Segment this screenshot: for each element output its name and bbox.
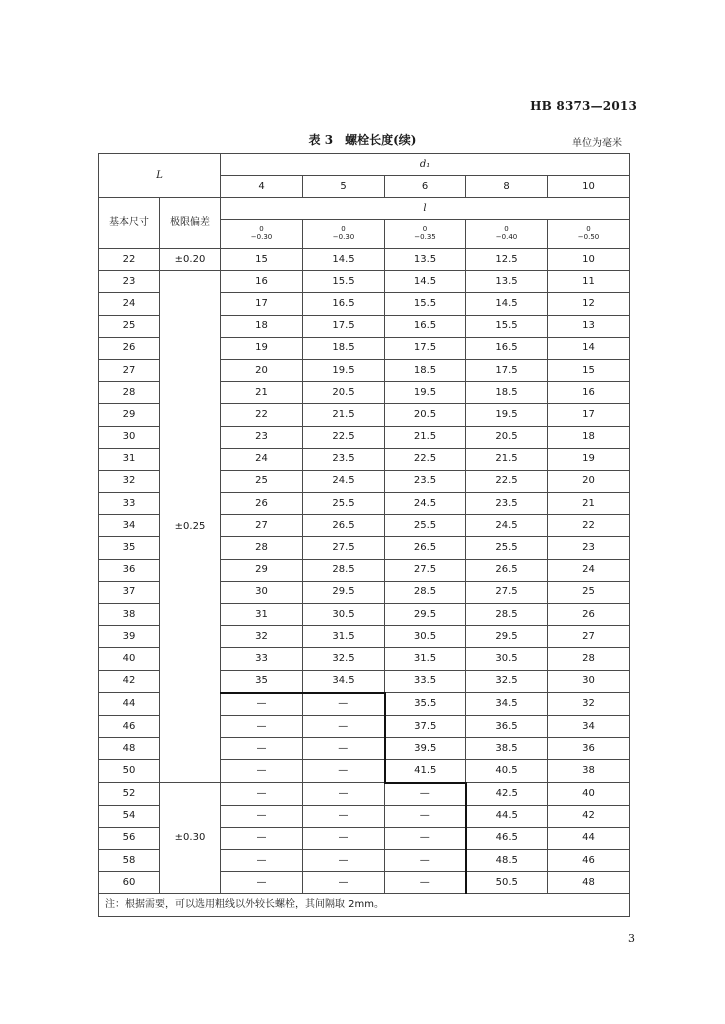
basic-size-cell: 29 (99, 404, 160, 426)
length-value-cell: — (385, 850, 466, 872)
length-value-cell: 13.5 (466, 271, 548, 293)
basic-size-cell: 60 (99, 872, 160, 894)
length-value-cell: 26 (548, 604, 630, 626)
length-value-cell: 27.5 (466, 581, 548, 603)
length-value-cell: 42 (548, 805, 630, 827)
basic-size-cell: 23 (99, 271, 160, 293)
table-row (99, 783, 630, 806)
length-value-cell: — (221, 715, 303, 737)
length-value-cell: — (303, 827, 385, 849)
length-value-cell: 46.5 (466, 827, 548, 849)
length-value-cell: 31.5 (303, 626, 385, 648)
length-value-cell: 25 (221, 470, 303, 492)
length-value-cell: 41.5 (385, 760, 466, 783)
length-value-cell: 23.5 (303, 448, 385, 470)
length-value-cell: 34.5 (466, 693, 548, 716)
length-value-cell: 34.5 (303, 670, 385, 693)
length-value-cell: 16.5 (303, 293, 385, 315)
length-value-cell: 32 (221, 626, 303, 648)
length-value-cell: — (303, 715, 385, 737)
length-value-cell: 28.5 (303, 559, 385, 581)
length-value-cell: — (221, 827, 303, 849)
length-value-cell: 15.5 (303, 271, 385, 293)
length-value-cell: 27 (548, 626, 630, 648)
length-value-cell: 19.5 (385, 382, 466, 404)
length-value-cell: — (385, 805, 466, 827)
length-value-cell: 35 (221, 670, 303, 693)
length-value-cell: 31 (221, 604, 303, 626)
length-value-cell: 24.5 (303, 470, 385, 492)
basic-size-cell: 38 (99, 604, 160, 626)
length-value-cell: 22 (548, 515, 630, 537)
length-value-cell: 24 (548, 559, 630, 581)
length-value-cell: — (221, 738, 303, 760)
length-value-cell: 19.5 (303, 359, 385, 381)
tolerance-cell: 0 −0.30 (303, 220, 385, 249)
length-value-cell: — (221, 760, 303, 783)
length-value-cell: 22 (221, 404, 303, 426)
basic-size-cell: 28 (99, 382, 160, 404)
length-value-cell: 24.5 (466, 515, 548, 537)
length-value-cell: 15 (221, 249, 303, 271)
length-value-cell: — (303, 850, 385, 872)
basic-size-cell: 37 (99, 581, 160, 603)
limit-deviation-cell: ±0.25 (160, 271, 221, 783)
length-value-cell: 17.5 (466, 359, 548, 381)
length-value-cell: 21.5 (303, 404, 385, 426)
header-l: l (221, 198, 630, 220)
table-note: 注：根据需要，可以选用粗线以外较长螺栓，其间隔取 2mm。 (99, 894, 630, 917)
length-value-cell: 15.5 (385, 293, 466, 315)
length-value-cell: 26.5 (466, 559, 548, 581)
length-value-cell: 30 (548, 670, 630, 693)
tolerance-cell: 0 −0.50 (548, 220, 630, 249)
d1-value: 6 (385, 176, 466, 198)
basic-size-cell: 30 (99, 426, 160, 448)
length-value-cell: — (303, 872, 385, 894)
length-value-cell: 30.5 (385, 626, 466, 648)
length-value-cell: — (303, 693, 385, 716)
table-number: 表 3 (308, 133, 334, 147)
tolerance-cell: 0 −0.40 (466, 220, 548, 249)
length-value-cell: 13.5 (385, 249, 466, 271)
length-value-cell: 40.5 (466, 760, 548, 783)
length-value-cell: — (221, 783, 303, 806)
length-value-cell: 20.5 (385, 404, 466, 426)
length-value-cell: 27.5 (303, 537, 385, 559)
length-value-cell: 27 (221, 515, 303, 537)
basic-size-cell: 25 (99, 315, 160, 337)
length-value-cell: 14.5 (466, 293, 548, 315)
length-value-cell: 38 (548, 760, 630, 783)
length-value-cell: 23 (548, 537, 630, 559)
length-value-cell: 25.5 (385, 515, 466, 537)
basic-size-cell: 50 (99, 760, 160, 783)
length-value-cell: 22.5 (466, 470, 548, 492)
length-value-cell: 14.5 (303, 249, 385, 271)
length-value-cell: 28 (221, 537, 303, 559)
table-title: 螺栓长度(续) (345, 133, 417, 147)
basic-size-cell: 58 (99, 850, 160, 872)
length-value-cell: 19.5 (466, 404, 548, 426)
basic-size-cell: 24 (99, 293, 160, 315)
length-value-cell: 29 (221, 559, 303, 581)
length-value-cell: 15.5 (466, 315, 548, 337)
length-value-cell: 23.5 (385, 470, 466, 492)
length-value-cell: 23.5 (466, 493, 548, 515)
length-value-cell: 17 (221, 293, 303, 315)
length-value-cell: 27.5 (385, 559, 466, 581)
length-value-cell: 28.5 (385, 581, 466, 603)
length-value-cell: 25.5 (466, 537, 548, 559)
length-value-cell: 48 (548, 872, 630, 894)
length-value-cell: 22.5 (303, 426, 385, 448)
length-value-cell: 24.5 (385, 493, 466, 515)
limit-deviation-cell: ±0.20 (160, 249, 221, 271)
length-value-cell: — (221, 805, 303, 827)
basic-size-cell: 54 (99, 805, 160, 827)
length-value-cell: — (385, 783, 466, 806)
basic-size-cell: 39 (99, 626, 160, 648)
length-value-cell: 34 (548, 715, 630, 737)
basic-size-cell: 44 (99, 693, 160, 716)
length-value-cell: — (221, 850, 303, 872)
length-value-cell: 17.5 (385, 337, 466, 359)
page-number: 3 (628, 932, 635, 945)
length-value-cell: — (385, 827, 466, 849)
basic-size-cell: 26 (99, 337, 160, 359)
length-value-cell: 18.5 (466, 382, 548, 404)
length-value-cell: — (221, 872, 303, 894)
basic-size-cell: 33 (99, 493, 160, 515)
length-value-cell: 30.5 (303, 604, 385, 626)
length-value-cell: 17 (548, 404, 630, 426)
length-value-cell: 20 (221, 359, 303, 381)
length-value-cell: 35.5 (385, 693, 466, 716)
length-value-cell: 16 (548, 382, 630, 404)
length-value-cell: — (303, 783, 385, 806)
length-value-cell: — (385, 872, 466, 894)
length-value-cell: 25.5 (303, 493, 385, 515)
length-value-cell: 30 (221, 581, 303, 603)
basic-size-cell: 52 (99, 783, 160, 806)
document-code: HB 8373—2013 (530, 99, 637, 113)
basic-size-cell: 56 (99, 827, 160, 849)
length-value-cell: 12 (548, 293, 630, 315)
basic-size-cell: 35 (99, 537, 160, 559)
basic-size-cell: 22 (99, 249, 160, 271)
tolerance-cell: 0 −0.35 (385, 220, 466, 249)
length-value-cell: 29.5 (385, 604, 466, 626)
length-value-cell: 32.5 (303, 648, 385, 670)
d1-value: 10 (548, 176, 630, 198)
length-value-cell: 39.5 (385, 738, 466, 760)
length-value-cell: 48.5 (466, 850, 548, 872)
length-value-cell: — (303, 760, 385, 783)
length-value-cell: 19 (221, 337, 303, 359)
length-value-cell: 15 (548, 359, 630, 381)
length-value-cell: 21 (221, 382, 303, 404)
length-value-cell: 20.5 (466, 426, 548, 448)
basic-size-cell: 42 (99, 670, 160, 693)
length-value-cell: 14 (548, 337, 630, 359)
length-value-cell: 13 (548, 315, 630, 337)
length-value-cell: 16.5 (385, 315, 466, 337)
basic-size-cell: 40 (99, 648, 160, 670)
length-value-cell: 38.5 (466, 738, 548, 760)
length-value-cell: 18.5 (385, 359, 466, 381)
basic-size-cell: 27 (99, 359, 160, 381)
table-row (99, 249, 630, 271)
basic-size-cell: 36 (99, 559, 160, 581)
length-value-cell: 42.5 (466, 783, 548, 806)
length-value-cell: 30.5 (466, 648, 548, 670)
length-value-cell: 36 (548, 738, 630, 760)
d1-value: 8 (466, 176, 548, 198)
length-value-cell: 29.5 (303, 581, 385, 603)
length-value-cell: 33 (221, 648, 303, 670)
length-value-cell: 40 (548, 783, 630, 806)
length-value-cell: 26 (221, 493, 303, 515)
d1-value: 4 (221, 176, 303, 198)
d1-value: 5 (303, 176, 385, 198)
length-value-cell: 21.5 (385, 426, 466, 448)
basic-size-cell: 46 (99, 715, 160, 737)
tolerance-cell: 0 −0.30 (221, 220, 303, 249)
length-value-cell: 32 (548, 693, 630, 716)
length-value-cell: 17.5 (303, 315, 385, 337)
length-value-cell: 26.5 (385, 537, 466, 559)
length-value-cell: 14.5 (385, 271, 466, 293)
length-value-cell: 26.5 (303, 515, 385, 537)
length-value-cell: 36.5 (466, 715, 548, 737)
length-value-cell: 46 (548, 850, 630, 872)
length-value-cell: 18 (221, 315, 303, 337)
length-value-cell: 20.5 (303, 382, 385, 404)
basic-size-cell: 32 (99, 470, 160, 492)
length-value-cell: 50.5 (466, 872, 548, 894)
length-value-cell: — (303, 738, 385, 760)
length-value-cell: 24 (221, 448, 303, 470)
length-value-cell: 11 (548, 271, 630, 293)
length-value-cell: 16 (221, 271, 303, 293)
length-value-cell: 21 (548, 493, 630, 515)
bolt-length-table (98, 153, 630, 917)
header-limit-deviation: 极限偏差 (160, 198, 221, 249)
header-L: L (99, 154, 221, 198)
basic-size-cell: 31 (99, 448, 160, 470)
basic-size-cell: 34 (99, 515, 160, 537)
length-value-cell: 16.5 (466, 337, 548, 359)
length-value-cell: 12.5 (466, 249, 548, 271)
length-value-cell: 21.5 (466, 448, 548, 470)
length-value-cell: 22.5 (385, 448, 466, 470)
basic-size-cell: 48 (99, 738, 160, 760)
length-value-cell: 28.5 (466, 604, 548, 626)
length-value-cell: 44.5 (466, 805, 548, 827)
length-value-cell: 32.5 (466, 670, 548, 693)
unit-label: 单位为毫米 (572, 138, 622, 149)
length-value-cell: 33.5 (385, 670, 466, 693)
length-value-cell: 31.5 (385, 648, 466, 670)
length-value-cell: 20 (548, 470, 630, 492)
length-value-cell: — (221, 693, 303, 716)
length-value-cell: 28 (548, 648, 630, 670)
length-value-cell: 44 (548, 827, 630, 849)
length-value-cell: 37.5 (385, 715, 466, 737)
limit-deviation-cell: ±0.30 (160, 783, 221, 894)
length-value-cell: 18 (548, 426, 630, 448)
length-value-cell: 18.5 (303, 337, 385, 359)
length-value-cell: 19 (548, 448, 630, 470)
length-value-cell: 29.5 (466, 626, 548, 648)
length-value-cell: 10 (548, 249, 630, 271)
table-row (99, 271, 630, 293)
length-value-cell: — (303, 805, 385, 827)
header-d1: d₁ (221, 154, 630, 176)
length-value-cell: 25 (548, 581, 630, 603)
header-basic-size: 基本尺寸 (99, 198, 160, 249)
length-value-cell: 23 (221, 426, 303, 448)
